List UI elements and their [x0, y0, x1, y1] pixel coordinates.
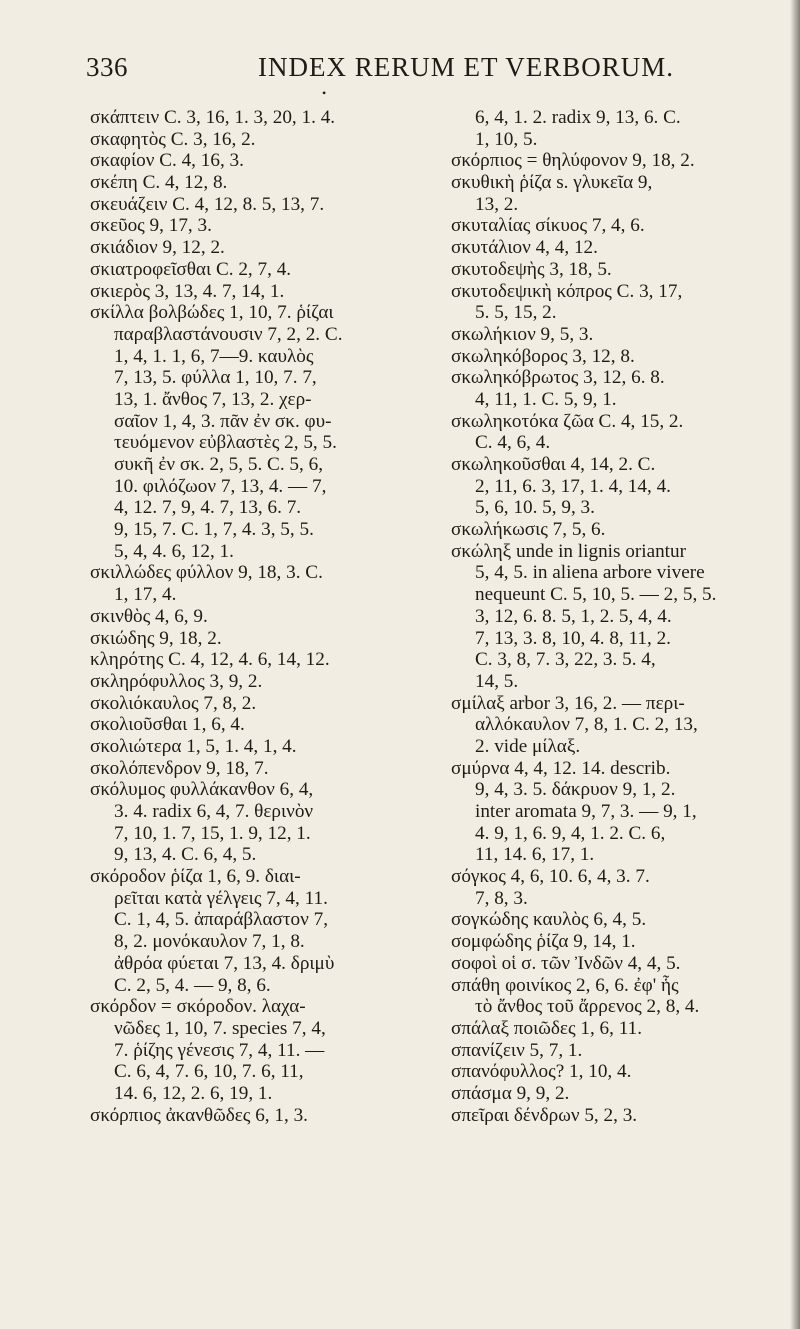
page-edge-shadow: [790, 0, 800, 1329]
index-line: C. 4, 6, 4.: [475, 432, 551, 454]
index-line: C. 2, 5, 4. — 9, 8, 6.: [114, 974, 271, 996]
index-line: νῶδες 1, 10, 7. species 7, 4,: [114, 1017, 326, 1039]
index-line: 4, 12. 7, 9, 4. 7, 13, 6. 7.: [114, 497, 302, 519]
running-title: INDEX RERUM ET VERBORUM.: [258, 52, 675, 82]
index-line: σοφοὶ οἱ σ. τῶν Ἰνδῶν 4, 4, 5.: [451, 952, 681, 974]
index-line: σκολιώτερα 1, 5, 1. 4, 1, 4.: [90, 735, 297, 757]
index-line: σκωληκόβορος 3, 12, 8.: [451, 345, 635, 367]
index-line: σκινθὸς 4, 6, 9.: [90, 605, 208, 627]
index-line: σκωληκοῦσθαι 4, 14, 2. C.: [451, 454, 656, 475]
index-line: σκόλυμος φυλλάκανθον 6, 4,: [90, 779, 314, 801]
index-line: κληρότης C. 4, 12, 4. 6, 14, 12.: [90, 649, 330, 671]
index-line: nequeunt C. 5, 10, 5. — 2, 5, 5.: [475, 584, 717, 606]
index-line: σομφώδης ῥίζα 9, 14, 1.: [451, 931, 636, 953]
index-line: σκωλήκιον 9, 5, 3.: [451, 323, 594, 345]
index-line: σπεῖραι δένδρων 5, 2, 3.: [451, 1104, 638, 1126]
ornament-mark: •: [322, 86, 327, 100]
index-line: σπανίζειν 5, 7, 1.: [451, 1039, 583, 1061]
index-line: σκωλήκωσις 7, 5, 6.: [451, 519, 606, 541]
index-line: σκευάζειν C. 4, 12, 8. 5, 13, 7.: [90, 193, 325, 215]
index-line: σκιερὸς 3, 13, 4. 7, 14, 1.: [90, 280, 285, 302]
index-line: 5, 4, 5. in aliena arbore vivere: [475, 562, 705, 584]
index-line: 5, 4, 4. 6, 12, 1.: [114, 540, 234, 562]
index-line: σκίλλα βολβώδες 1, 10, 7. ῥίζαι: [90, 302, 334, 324]
index-line: 1, 4, 1. 1, 6, 7—9. καυλὸς: [114, 345, 314, 367]
index-line: 7, 13, 3. 8, 10, 4. 8, 11, 2.: [475, 627, 671, 649]
index-line: σμίλαξ arbor 3, 16, 2. — περι-: [451, 692, 685, 714]
index-line: 6, 4, 1. 2. radix 9, 13, 6. C.: [475, 107, 681, 128]
index-line: σκώληξ unde in lignis oriantur: [451, 540, 686, 562]
index-line: ἀθρόα φύεται 7, 13, 4. δριμὺ: [114, 952, 335, 974]
index-line: 9, 13, 4. C. 6, 4, 5.: [114, 844, 257, 866]
index-line: 13, 1. ἄνθος 7, 13, 2. χερ-: [114, 388, 312, 410]
index-line: σκιώδης 9, 18, 2.: [90, 627, 222, 649]
index-line: C. 3, 8, 7. 3, 22, 3. 5. 4,: [475, 649, 656, 671]
right-column: [451, 107, 796, 1126]
index-line: τευόμενον εὐβλαστὲς 2, 5, 5.: [114, 432, 337, 454]
index-line: σκολιόκαυλος 7, 8, 2.: [90, 692, 257, 714]
left-column: [90, 107, 428, 1126]
index-line: σκωληκοτόκα ζῶα C. 4, 15, 2.: [451, 410, 684, 432]
index-line: σκάπτειν C. 3, 16, 1. 3, 20, 1. 4.: [90, 107, 336, 128]
index-line: C. 1, 4, 5. ἀπαράβλαστον 7,: [114, 909, 329, 931]
index-line: 7. ῥίζης γένεσις 7, 4, 11. —: [114, 1039, 325, 1061]
index-line: παραβλαστάνουσιν 7, 2, 2. C.: [114, 323, 343, 345]
index-line: 1, 10, 5.: [475, 128, 538, 150]
index-line: σκόροδον ῥίζα 1, 6, 9. διαι-: [90, 866, 301, 888]
index-line: 5. 5, 15, 2.: [475, 302, 557, 324]
index-line: 3. 4. radix 6, 4, 7. θερινὸν: [114, 801, 314, 822]
index-line: 4. 9, 1, 6. 9, 4, 1. 2. C. 6,: [475, 822, 666, 844]
index-line: σπάλαξ ποιῶδες 1, 6, 11.: [451, 1017, 643, 1039]
index-line: 14, 5.: [475, 670, 519, 692]
index-line: σμύρνα 4, 4, 12. 14. describ.: [451, 757, 671, 779]
index-line: σπάσμα 9, 9, 2.: [451, 1082, 570, 1104]
index-line: 3, 12, 6. 8. 5, 1, 2. 5, 4, 4.: [475, 605, 672, 627]
index-line: σκυτοδεψικὴ κόπρος C. 3, 17,: [451, 280, 683, 302]
page-header: [86, 52, 766, 88]
index-line: σκαφίον C. 4, 16, 3.: [90, 150, 244, 172]
index-line: σκολιοῦσθαι 1, 6, 4.: [90, 714, 245, 736]
index-line: συκῆ ἐν σκ. 2, 5, 5. C. 5, 6,: [114, 454, 324, 475]
index-line: 8, 2. μονόκαυλον 7, 1, 8.: [114, 931, 305, 953]
index-line: σπάθη φοινίκος 2, 6, 6. ἐφ' ἧς: [451, 974, 679, 996]
index-line: 14. 6, 12, 2. 6, 19, 1.: [114, 1082, 273, 1104]
index-line: ρεῖται κατὰ γέλγεις 7, 4, 11.: [114, 887, 328, 909]
index-line: 7, 10, 1. 7, 15, 1. 9, 12, 1.: [114, 822, 311, 844]
index-line: σκωληκόβρωτος 3, 12, 6. 8.: [451, 367, 665, 389]
index-line: inter aromata 9, 7, 3. — 9, 1,: [475, 801, 697, 822]
index-line: σκυτάλιον 4, 4, 12.: [451, 237, 598, 259]
index-line: σκεῦος 9, 17, 3.: [90, 215, 212, 237]
index-line: 2. vide μίλαξ.: [475, 735, 581, 757]
index-line: 5, 6, 10. 5, 9, 3.: [475, 497, 595, 519]
index-line: σκαφητὸς C. 3, 16, 2.: [90, 128, 256, 150]
index-line: 9, 4, 3. 5. δάκρυον 9, 1, 2.: [475, 779, 676, 801]
index-line: 13, 2.: [475, 193, 519, 215]
index-line: σπανόφυλλος? 1, 10, 4.: [451, 1061, 632, 1083]
index-line: σογκώδης καυλὸς 6, 4, 5.: [451, 909, 647, 931]
index-line: 10. φιλόζωον 7, 13, 4. — 7,: [114, 475, 327, 497]
index-line: 9, 15, 7. C. 1, 7, 4. 3, 5, 5.: [114, 519, 314, 541]
index-line: σκιάδιον 9, 12, 2.: [90, 237, 225, 259]
page-number: 336: [86, 52, 128, 82]
index-line: αλλόκαυλον 7, 8, 1. C. 2, 13,: [475, 714, 698, 736]
index-line: σκληρόφυλλος 3, 9, 2.: [90, 670, 263, 692]
index-line: σκολόπενδρον 9, 18, 7.: [90, 757, 269, 779]
index-line: σκιατροφεῖσθαι C. 2, 7, 4.: [90, 258, 292, 280]
index-line: σκυθικὴ ῥίζα s. γλυκεῖα 9,: [451, 172, 653, 194]
index-line: σκέπη C. 4, 12, 8.: [90, 172, 228, 194]
index-line: σόγκος 4, 6, 10. 6, 4, 3. 7.: [451, 866, 650, 888]
index-line: σκόρπιος = θηλύφονον 9, 18, 2.: [451, 150, 695, 172]
index-line: 7, 8, 3.: [475, 887, 528, 909]
index-line: 7, 13, 5. φύλλα 1, 10, 7. 7,: [114, 367, 317, 389]
index-line: τὸ ἄνθος τοῦ ἄρρενος 2, 8, 4.: [475, 996, 700, 1018]
index-line: σκόρπιος ἀκανθῶδες 6, 1, 3.: [90, 1104, 308, 1126]
index-line: C. 6, 4, 7. 6, 10, 7. 6, 11,: [114, 1061, 304, 1083]
index-line: σκυταλίας σίκυος 7, 4, 6.: [451, 215, 645, 237]
index-line: 1, 17, 4.: [114, 584, 177, 606]
index-line: σκιλλώδες φύλλον 9, 18, 3. C.: [90, 562, 323, 584]
index-line: σκόρδον = σκόροδον. λαχα-: [90, 996, 306, 1018]
index-line: 4, 11, 1. C. 5, 9, 1.: [475, 388, 617, 410]
index-line: σαῖον 1, 4, 3. πᾶν ἐν σκ. φυ-: [114, 410, 332, 432]
index-line: 11, 14. 6, 17, 1.: [475, 844, 595, 866]
index-line: σκυτοδεψὴς 3, 18, 5.: [451, 258, 612, 280]
index-line: 2, 11, 6. 3, 17, 1. 4, 14, 4.: [475, 475, 671, 497]
